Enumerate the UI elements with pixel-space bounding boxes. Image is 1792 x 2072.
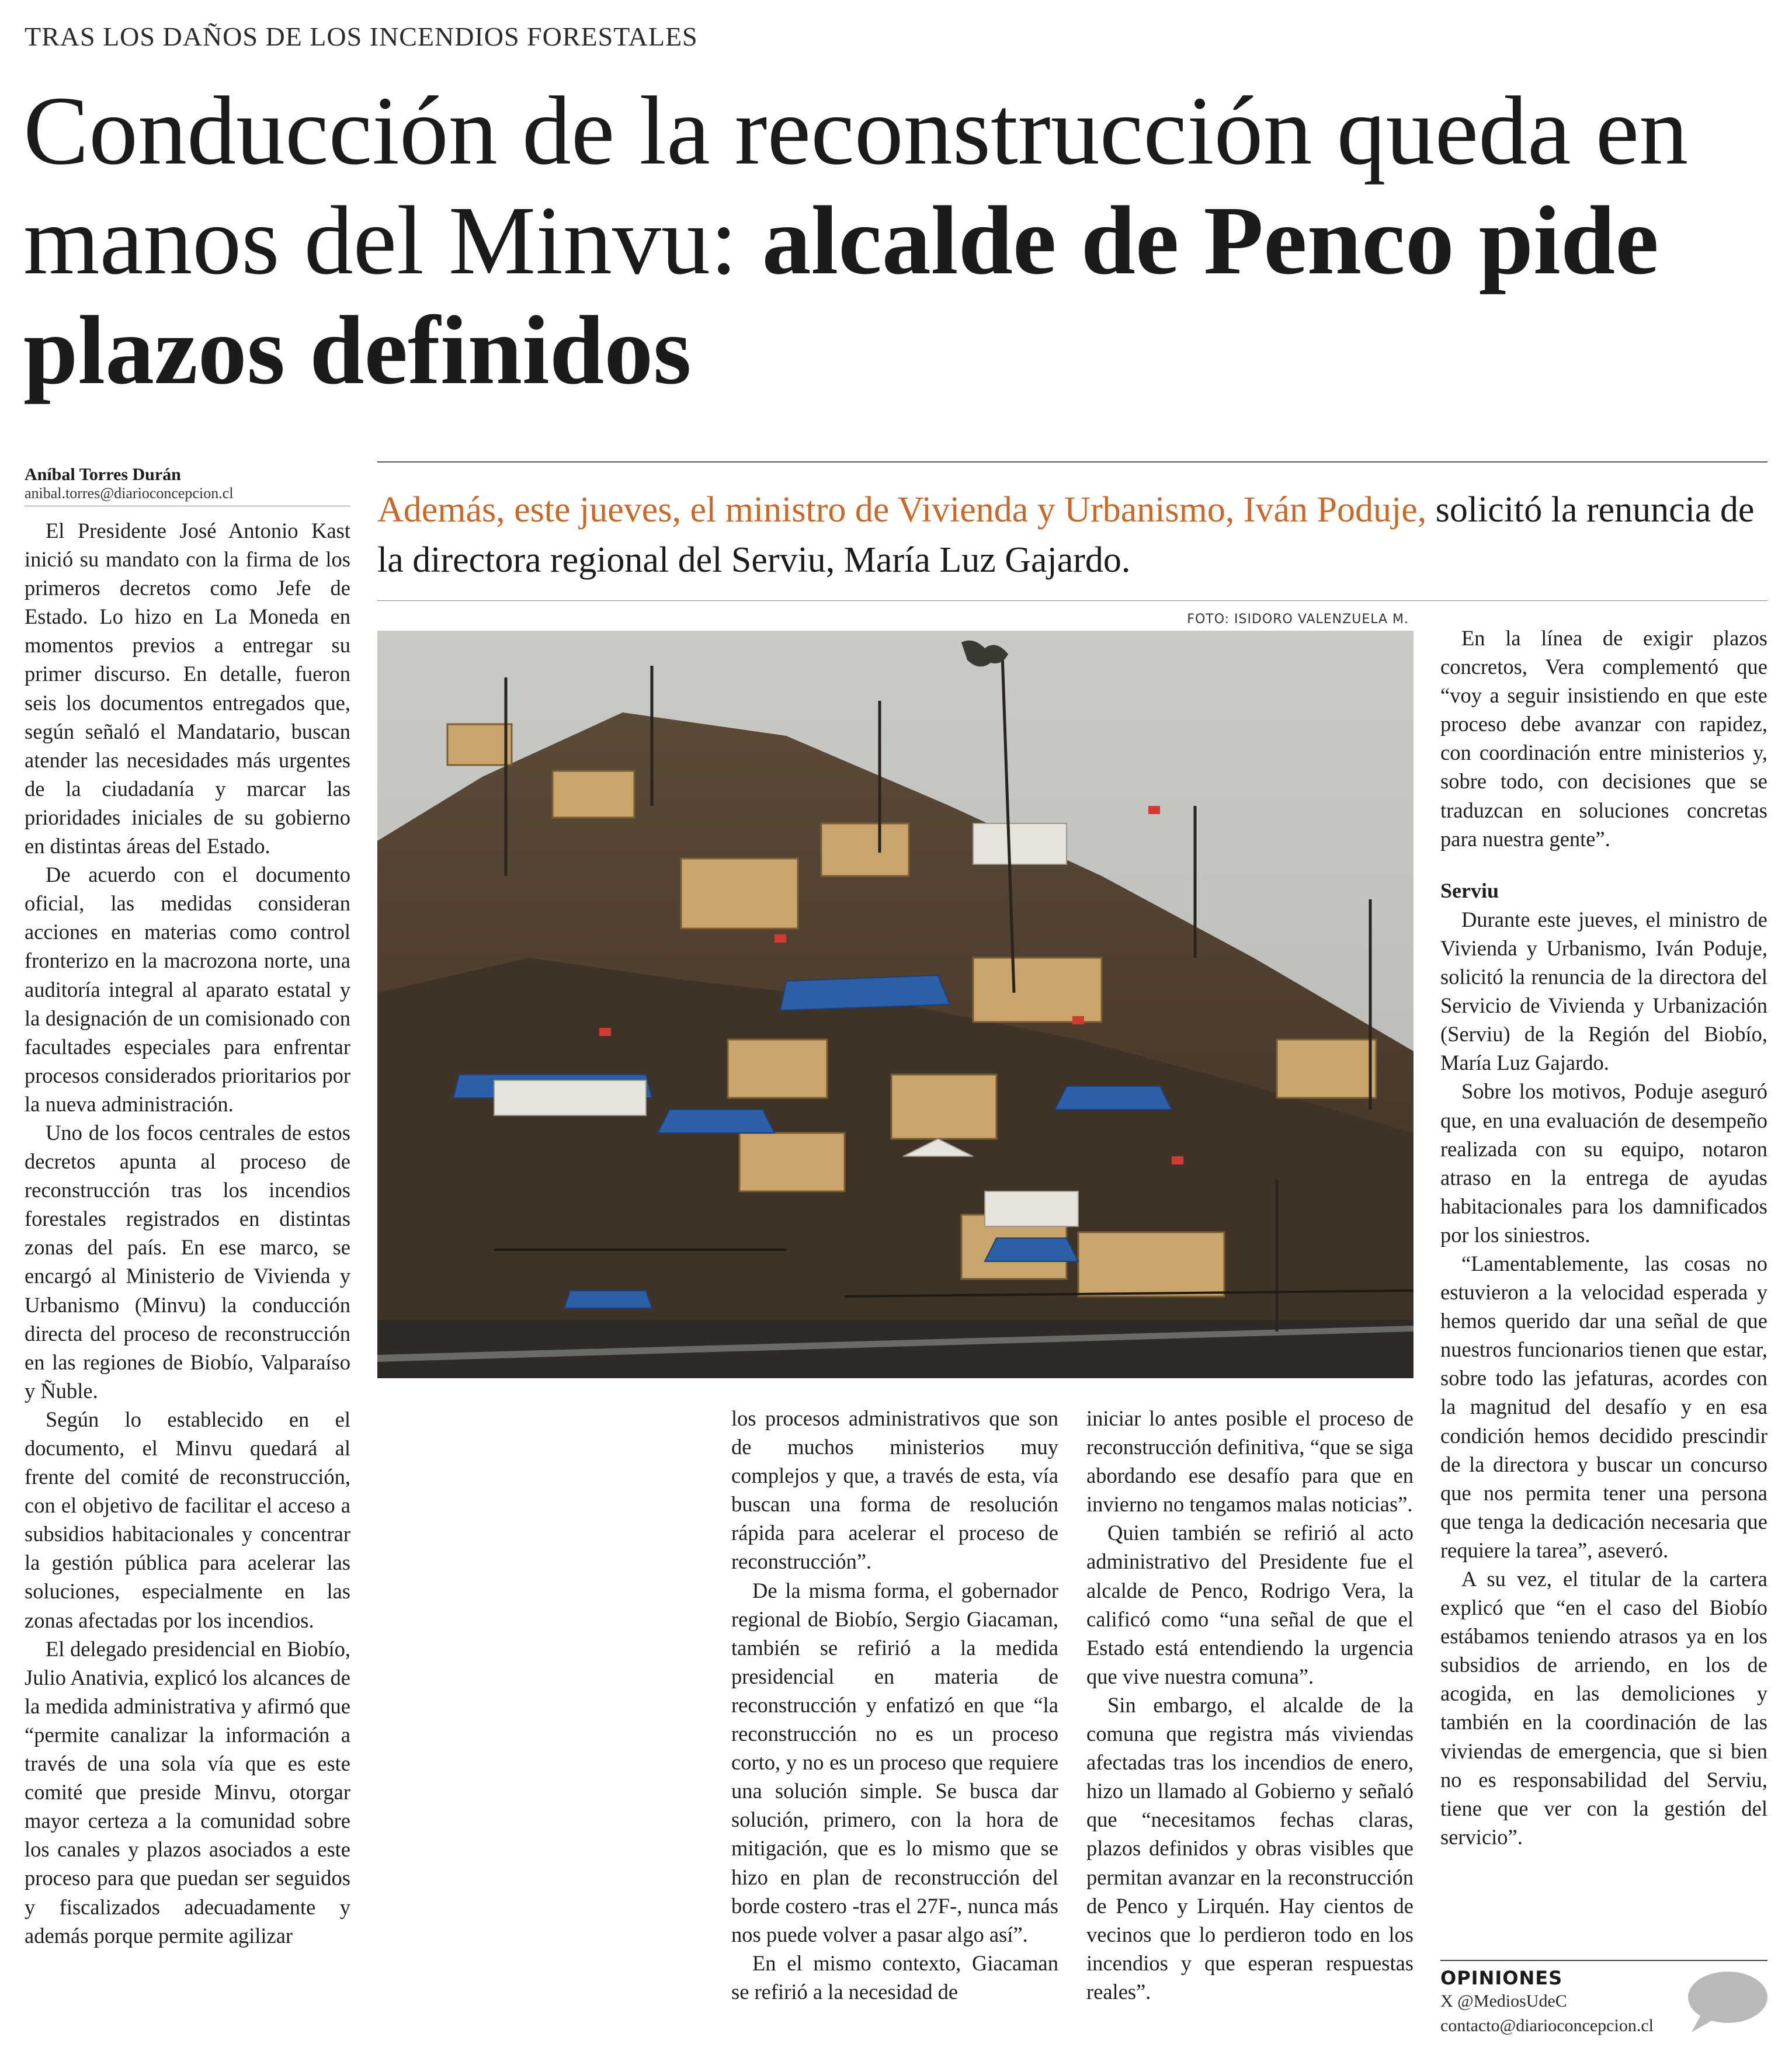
article-column-4 — [1440, 624, 1767, 1955]
body-paragraph: Durante este jueves, el ministro de Vivienda y Urbanismo, Iván Poduje, solicitó la renuncia de la directora del Servicio de Vivienda y Urbanización (Serviu) de la Región del Biobío, María Luz Gajardo. — [1440, 907, 1767, 1075]
headline-bold: alcalde de Penco pide plazos definidos — [23, 186, 1659, 405]
headline-regular: Conducción de la reconstrucción queda en manos del Minvu: — [23, 77, 1689, 295]
article-photo — [377, 631, 1414, 1378]
lead-top-rule — [377, 461, 1767, 463]
article-column-3 — [1086, 1404, 1414, 2064]
subhead-serviu: Serviu — [1440, 878, 1499, 902]
speech-bubble-icon — [1683, 1969, 1769, 2035]
lead-rest: solicitó la renuncia de la directora regional del Serviu, María Luz Gajardo. — [377, 490, 1755, 580]
body-paragraph: iniciar lo antes posible el proceso de reconstrucción definitiva, “que se siga abordando ese desafío para que en invierno no tengamos malas noticias”. — [1086, 1406, 1414, 1517]
byline — [25, 465, 352, 502]
body-paragraph: De la misma forma, el gobernador regional de Biobío, Sergio Giacaman, también se refirió a la medida presidencial en materia de reconstrucción y enfatizó en que “la reconstrucción no es un proceso corto, y no es un proceso que requiere una solución simple. Se busca dar solución, primero, con la hora de mitigación, que es lo mismo que se hizo en plan de reconstrucción del borde costero -tras el 27F-, nunca más nos puede volver a pasar algo así”. — [731, 1578, 1058, 1946]
byline-author: Aníbal Torres Durán — [25, 465, 181, 484]
article-column-1 — [25, 516, 350, 2058]
lead-highlight: Además, este jueves, el ministro de Vivienda y Urbanismo, Iván Poduje, — [377, 490, 1427, 530]
byline-email: anibal.torres@diarioconcepcion.cl — [25, 485, 234, 502]
lead-bottom-rule — [377, 600, 1767, 601]
body-paragraph: De acuerdo con el documento oficial, las medidas consideran acciones en materias como control fronterizo en la macrozona norte, una auditoría integral al aparato estatal y la designación de un comisionado con facultades especiales para enfrentar procesos considerados prioritarios por la nueva administración. — [25, 863, 350, 1116]
body-paragraph: Sin embargo, el alcalde de la comuna que registra más viviendas afectadas tras los incendios de enero, hizo un llamado al Gobierno y señaló que “necesitamos fechas claras, plazos definidos y obras visibles que permitan avanzar en la reconstrucción de Penco y Lirquén. Hay cientos de vecinos que lo perdieron todo en los incendios y que esperan respuestas reales”. — [1086, 1692, 1414, 2004]
body-paragraph: Uno de los focos centrales de estos decretos apunta al proceso de reconstrucción tras los incendios forestales registrados en distintas zonas del país. En ese marco, se encargó al Ministerio de Vivienda y Urbanismo (Minvu) la conducción directa del proceso de reconstrucción en las regiones de Biobío, Valparaíso y Ñuble. — [25, 1120, 350, 1403]
body-paragraph: El Presidente José Antonio Kast inició su mandato con la firma de los primeros decretos como Jefe de Estado. Lo hizo en La Moneda en momentos previos a entregar su primer discurso. En detalle, fueron seis los documentos entregados que, según señaló el Mandatario, buscan atender las necesidades más urgentes de la ciudadanía y marcar las prioridades iniciales de su gobierno en distintas áreas del Estado. — [25, 519, 350, 858]
opinions-title: OPINIONES — [1440, 1967, 1563, 1989]
body-paragraph: Según lo establecido en el documento, el Minvu quedará al frente del comité de reconstrucción, con el objetivo de facilitar el acceso a subsidios habitacionales y concentrar la gestión pública para acelerar las soluciones, especialmente en las zonas afectadas por los incendios. — [25, 1407, 350, 1632]
body-paragraph: Quien también se refirió al acto administrativo del Presidente fue el alcalde de Penco, Rodrigo Vera, la calificó como “una señal de que el Estado está entendiendo la urgencia que vive nuestra comuna”. — [1086, 1521, 1414, 1688]
body-paragraph: A su vez, el titular de la cartera explicó que “en el caso del Biobío estábamos teniendo atrasos ya en los subsidios de arriendo, en los de acogida, en las demoliciones y también en la coordinación de las viviendas de emergencia, que si bien no es responsabilidad del Serviu, tiene que ver con la gestión del servicio”. — [1440, 1567, 1767, 1849]
body-paragraph: los procesos administrativos que son de muchos ministerios muy complejos y que, a través de esta, vía buscan una forma de resolución rápida para acelerar el proceso de reconstrucción”. — [731, 1406, 1058, 1574]
opinions-email: contacto@diarioconcepcion.cl — [1440, 2016, 1654, 2035]
body-paragraph: “Lamentablemente, las cosas no estuvieron a la velocidad esperada y hemos querido dar una señal de que nuestros funcionarios tienen que estar, sobre todo las jefaturas, acordes con la magnitud del desafío y en esa condición hemos decidido prescindir de la directora y buscar un concurso que nos permita tener una persona que tenga la dedicación necesaria que requiere la tarea”, aseveró. — [1440, 1251, 1767, 1562]
body-paragraph: Sobre los motivos, Poduje aseguró que, en una evaluación de desempeño realizada con su equipo, notaron atraso en la entrega de ayudas habitacionales para los damnificados por los siniestros. — [1440, 1079, 1767, 1247]
article-column-2 — [731, 1404, 1058, 2064]
body-paragraph: En el mismo contexto, Giacaman se refirió a la necesidad de — [731, 1951, 1058, 2004]
kicker: TRAS LOS DAÑOS DE LOS INCENDIOS FORESTALES — [25, 22, 698, 51]
body-paragraph: El delegado presidencial en Biobío, Julio Anativia, explicó los alcances de la medida administrativa y afirmó que “permite canalizar la información a través de una sola vía que es este comité que preside Minvu, otorgar mayor certeza a la comunidad sobre los canales y plazos asociados a este proceso para que puedan ser seguidos y fiscalizados adecuadamente y además porque permite agilizar — [25, 1636, 350, 1948]
headline — [23, 76, 1776, 405]
lead-paragraph — [377, 485, 1767, 585]
photo-credit: FOTO: ISIDORO VALENZUELA M. — [1187, 612, 1409, 627]
body-paragraph: En la línea de exigir plazos concretos, Vera complementó que “voy a seguir insistiendo en que este proceso debe avanzar con rapidez, con coordinación entre ministerios y, sobre todo, con decisiones que se traduzcan en soluciones concretas para nuestra gente”. — [1440, 626, 1767, 851]
opinions-twitter: X @MediosUdeC — [1440, 1991, 1567, 2011]
